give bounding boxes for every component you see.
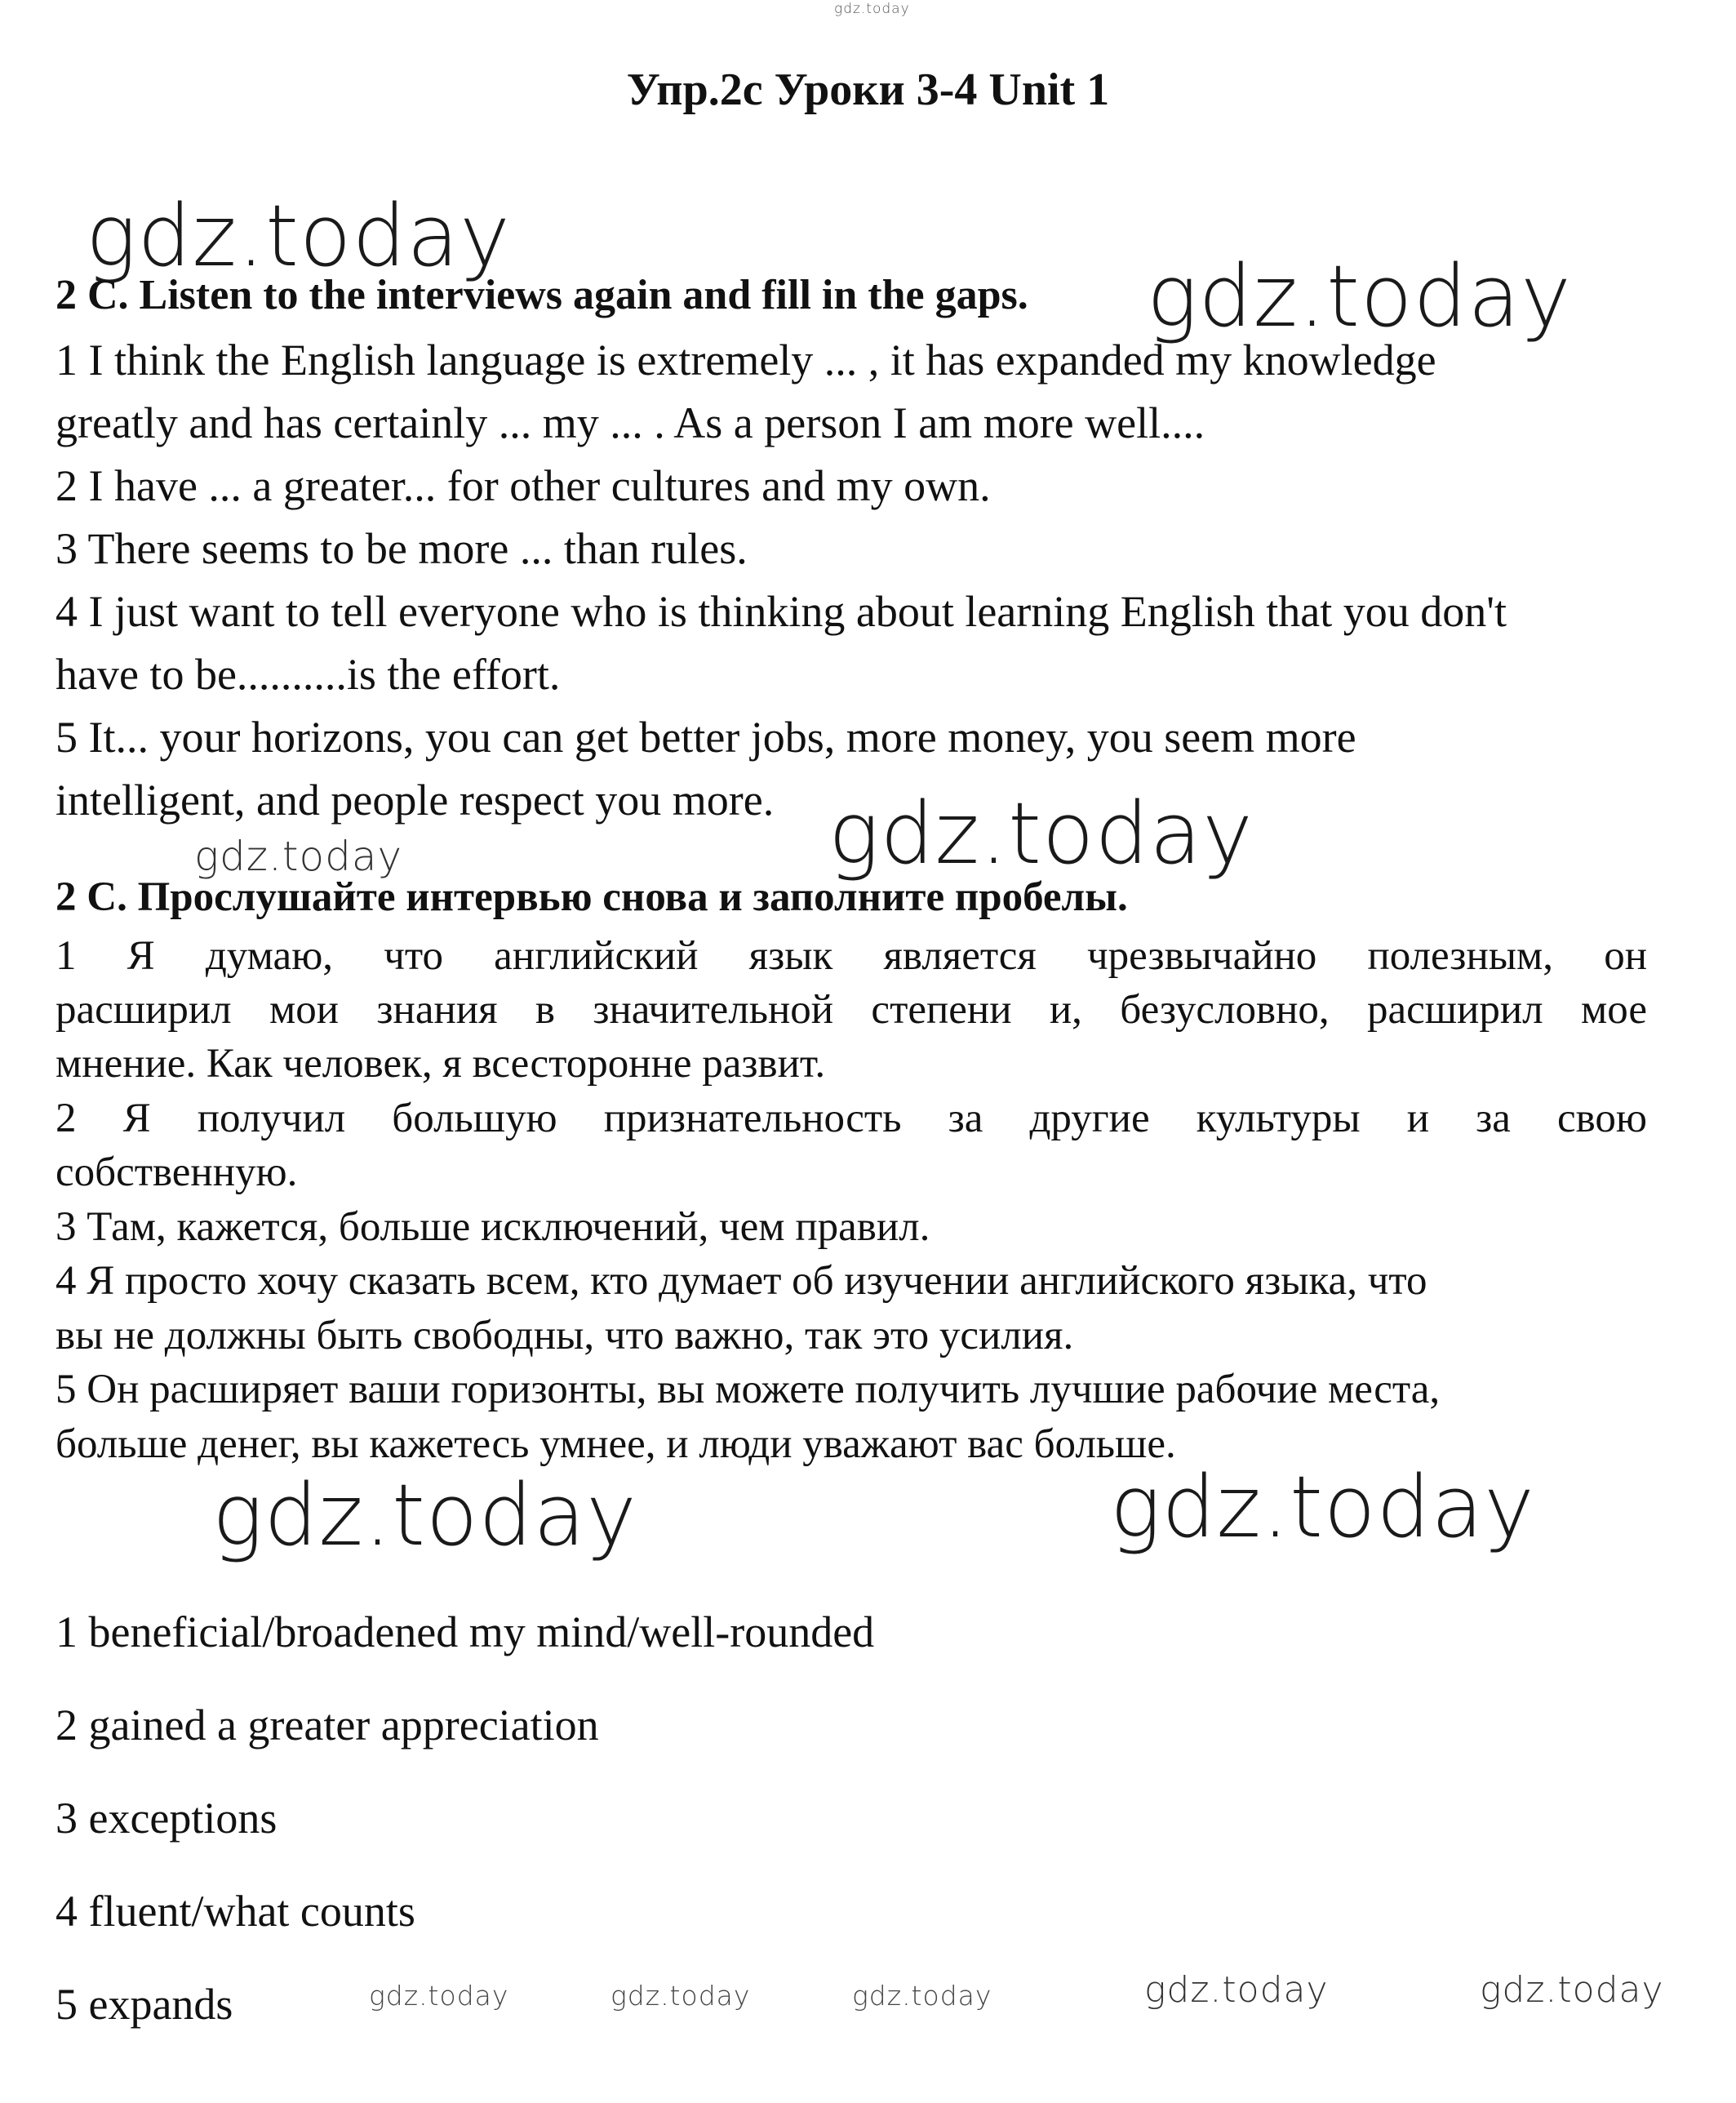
russian-heading: 2 C. Прослушайте интервью снова и заполните пробелы.: [55, 874, 1128, 920]
english-line: 1 I think the English language is extremely ... , it has expanded my knowledge: [55, 336, 1436, 385]
watermark: gdz.today: [828, 784, 1254, 883]
watermark: gdz.today: [1147, 247, 1572, 346]
english-line: intelligent, and people respect you more.: [55, 776, 775, 825]
answer-item: 5 expands: [55, 1980, 233, 2029]
watermark-top: gdz.today: [834, 1, 910, 17]
watermark: gdz.today: [852, 1980, 992, 2012]
russian-line: 4 Я просто хочу сказать всем, кто думает об изучении английского языка, что: [55, 1258, 1427, 1304]
watermark: gdz.today: [1110, 1457, 1535, 1557]
answer-item: 1 beneficial/broadened my mind/well-rounded: [55, 1607, 875, 1656]
russian-line: расширил мои знания в значительной степени и, безусловно, расширил мое: [55, 987, 1647, 1033]
russian-line: собственную.: [55, 1149, 298, 1195]
russian-line: мнение. Как человек, я всесторонне развит.: [55, 1041, 826, 1087]
russian-line: больше денег, вы кажетесь умнее, и люди уважают вас больше.: [55, 1421, 1176, 1467]
english-line: 3 There seems to be more ... than rules.: [55, 524, 748, 573]
answer-item: 2 gained a greater appreciation: [55, 1701, 599, 1750]
watermark: gdz.today: [212, 1465, 637, 1565]
watermark: gdz.today: [86, 186, 511, 286]
answer-item: 3 exceptions: [55, 1794, 277, 1843]
russian-line: 2 Я получил большую признательность за другие культуры и за свою: [55, 1096, 1647, 1141]
watermark: gdz.today: [369, 1980, 509, 2012]
watermark: gdz.today: [194, 833, 403, 880]
english-line: 4 I just want to tell everyone who is thinking about learning English that you don't: [55, 587, 1507, 636]
english-line: greatly and has certainly ... my ... . As a person I am more well....: [55, 398, 1205, 447]
watermark: gdz.today: [1480, 1969, 1664, 2011]
watermark: gdz.today: [610, 1980, 751, 2012]
english-line: 5 It... your horizons, you can get better jobs, more money, you seem more: [55, 713, 1356, 762]
answer-item: 4 fluent/what counts: [55, 1887, 415, 1936]
english-line: 2 I have ... a greater... for other cultures and my own.: [55, 461, 991, 510]
english-line: have to be..........is the effort.: [55, 650, 561, 699]
page-title: Упр.2c Уроки 3-4 Unit 1: [626, 64, 1110, 115]
russian-line: 3 Там, кажется, больше исключений, чем правил.: [55, 1204, 930, 1250]
english-heading: 2 C. Listen to the interviews again and fill in the gaps.: [55, 272, 1028, 318]
russian-line: 1 Я думаю, что английский язык является чрезвычайно полезным, он: [55, 933, 1647, 979]
russian-line: 5 Он расширяет ваши горизонты, вы можете получить лучшие рабочие места,: [55, 1367, 1441, 1412]
watermark: gdz.today: [1144, 1969, 1329, 2011]
russian-line: вы не должны быть свободны, что важно, так это усилия.: [55, 1313, 1074, 1358]
